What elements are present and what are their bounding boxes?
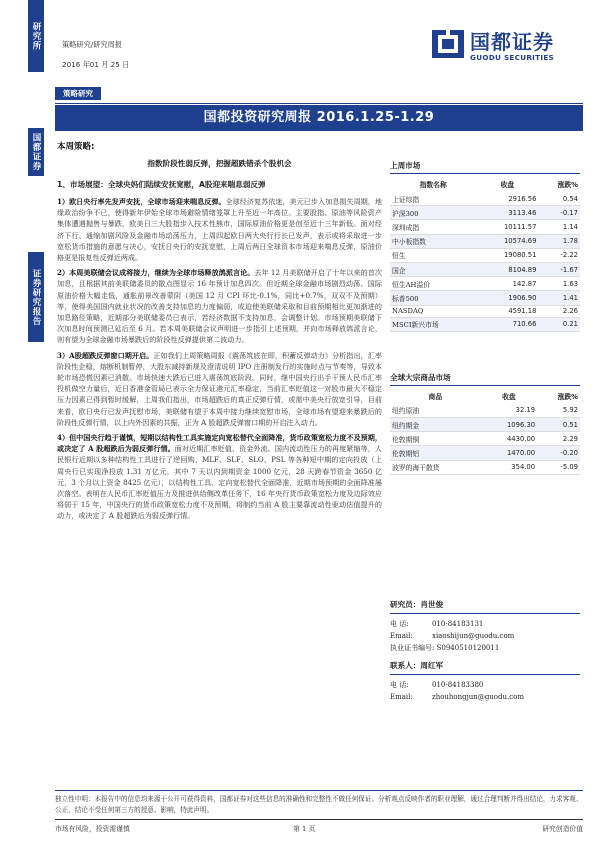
cell-change: -5.09 bbox=[537, 460, 580, 474]
table-header-row bbox=[390, 388, 580, 404]
paragraph-4: 4）但中国央行趋于谨慎，短期以结构性工具实施定向宽松替代全面降准，货币政策宽松力度不及预期，或决定了 A 股超跌后为弱反弹行情。面对近期汇率贬值、资金外流、国内流动性压力的再度紧缩等，人民银行近期以多种结构性工具进行了逆回购、MLF、SLF、SLO、PSL 等各种短中期的定向投放（上周央行已实现净投放 1.31 万亿元，其中 7 天以内到期资金 1000 亿元，28 天跨春节资金 3650 亿元，3 个月以上资金 8425 亿元），以结构性工具、定向宽松替代全面降准，近期市场预期的全面降准屡次落空。表明在人民币汇率贬值压力及推进供给侧改革任务下，16 年央行货币政策宽松力度及边际效应将弱于 15 年，中国央行的货币政策宽松力度不及预期，将制约当前 A 股主要靠流动性驱动估值提升的动力，或决定了 A 股超跌后为弱反弹行情。 bbox=[57, 433, 382, 521]
table-row bbox=[390, 248, 580, 262]
col-commodity-name: 商品 bbox=[428, 392, 443, 401]
cell-name: MSCI新兴市场 bbox=[390, 317, 476, 331]
analyst-2-phone-row: 电 话: 010-84183380 bbox=[390, 680, 484, 689]
analyst-2-email-row: Email: zhouhongjun@guodu.com bbox=[390, 692, 525, 701]
paragraph-1: 1）欧日央行率先发声安抚，全球市场迎来喘息反弹。全球经济复苏依迷，美元已步入加息损失周期，地缘政治纷争不已，使得新年伊始全球市场避险情绪笼罩上升至近一年高位。主要股指、原油等风险资产集体遭遇抛售与暴跌，欧美日三大股指步入技术性熊市，国际原油价格更是创至近十三年新低。面对经济下行、通缩加剧风险及金融市场动荡压力，上周四起欧日两大央行行长已发声，表示或将采取进一步宽松货币措施的意愿与决心，安抚日央行的安抚宽慰，上周后两日全球资本市场迎来喘息反弹，原油价格更是报复性反弹近两成。 bbox=[57, 197, 383, 263]
report-title: 国都投资研究周报 2016.1.25-1.29 bbox=[55, 105, 583, 131]
sidebar bbox=[0, 0, 52, 842]
table-row bbox=[390, 404, 580, 418]
col-close: 收盘 bbox=[500, 181, 515, 189]
analyst-1-email[interactable]: xiaoshijun@guodu.com bbox=[432, 631, 515, 640]
sidebar-right bbox=[390, 160, 580, 703]
logo-text-cn: 国都证券 bbox=[470, 30, 554, 54]
cell-name: 纽约期金 bbox=[390, 418, 481, 432]
analyst-contact bbox=[390, 599, 580, 703]
cell-name: 中小板指数 bbox=[390, 234, 476, 248]
cell-change: 1.41 bbox=[538, 291, 580, 305]
cell-name: NASDAQ bbox=[390, 305, 476, 317]
cell-change: 1.14 bbox=[538, 220, 580, 234]
logo-text-en: GUODU SECURITIES bbox=[470, 53, 555, 62]
main-content bbox=[57, 140, 382, 526]
cell-name: 国企 bbox=[390, 262, 476, 276]
paragraph-2: 2）本周美联储会议成将接力，继续为全球市场释放鸽派言论。去年 12 月美联储开启了十年以来的首次加息，且根据其前美联储委员的散点图显示 16 年预计加息四次。但近期全球金融市场剧烈动荡、国际原油价格大幅走低，通胀前景改善蒙阴（美国 12 月 CPI 环比-0.1%，同比+0.7%，双双不及预期）等，使得美国国内就业状况的改善支持加息的力度偏弱，或迫使美联储采取和目前预期相比更加渐进的加息路径策略，近期部分美联储委员已表示，若经济数据不支持加息，会调整计划。市场预期美联储下次加息时间预测已延后至 6 月。若本周美联储会议声明进一步指引上述预期，并向市场释放鸽派言论，则有望为全球金融市场暴跌后的阶段性反弹提供第二波动力。 bbox=[57, 268, 382, 345]
commodity-table bbox=[390, 388, 580, 475]
cell-change: 1.78 bbox=[538, 234, 580, 248]
table-row bbox=[390, 305, 580, 317]
cell-name: 沪深300 bbox=[390, 206, 476, 220]
commodity-table-heading: 全球大宗商品市场 bbox=[390, 372, 580, 386]
analyst-1-phone-row: 电 话: 010-84183131 bbox=[390, 619, 484, 628]
cell-change: 2.29 bbox=[537, 432, 580, 446]
table-row bbox=[390, 291, 580, 305]
footer-slogan: 研究创造价值 bbox=[542, 825, 583, 833]
cell-close: 4591.18 bbox=[476, 305, 538, 317]
section1-heading: 1、市场展望：全球央妈们陆续安抚宽慰，A股迎来喘息弱反弹 bbox=[57, 180, 266, 189]
cell-close: 2916.56 bbox=[476, 192, 538, 206]
paragraph-3: 3）A股超跌反弹窗口期开启。正如我们上周策略周报《震荡筑底在即，积蓄反弹动力》分析指出，汇率阶段性企稳，熔断机制暂停，大股东减持新规及澄清说明 IPO 注册制发行的实施时点与节奏等，导致本轮市场恐慌因素已消散。市场快速大跌后已进入震荡筑底阶段。同时，继中国央行出手干预人民币汇率投机做空力量后，近日香港金管局已表示全力保证港元汇率稳定，当前汇率贬值这一对股市最大不稳定压力因素已得到暂时缓解，上周我们指出，市场超跌后的真正反弹行情，或需中美央行放宽引导，目前来看，欧日央行已发声抚慰市场，美联储有望于本周中接力继续宽慰市场，全球市场有望迎来暴跌后的阶段性反弹行情，以上内外因素的共振，正为 A 股超跌反弹窗口期的开启注入动力。 bbox=[57, 350, 382, 427]
analyst-1-cert-row: 执业证书编号: S0940510120011 bbox=[390, 643, 500, 652]
cell-close: 19080.51 bbox=[476, 248, 538, 262]
cell-close: 3113.46 bbox=[476, 206, 538, 220]
cell-name: 恒生 bbox=[390, 248, 476, 262]
table-row bbox=[390, 220, 580, 234]
table-row bbox=[390, 192, 580, 206]
analyst-1-name: 研究员：肖世俊 bbox=[390, 599, 580, 614]
cell-close: 710.66 bbox=[476, 317, 538, 331]
cell-name: 上证综指 bbox=[390, 192, 476, 206]
cell-close: 8104.89 bbox=[476, 262, 538, 276]
footer-risk-note: 市场有风险，投资需谨慎 bbox=[55, 825, 130, 833]
category-divider bbox=[55, 103, 583, 104]
cell-name: 伦敦期铜 bbox=[390, 432, 481, 446]
report-date: 2016 年01 月 25 日 bbox=[62, 60, 130, 69]
table-row bbox=[390, 460, 580, 474]
disclaimer: 独立性申明：本报告中的信息均来源于公开可获得资料，国都证券对这些信息的准确性和完整性不做任何保证。分析观点反映作者的职业理解，通过合理判断并得出结论，力求客观、公正，结论不受任何第三方的授意、影响，特此声明。 bbox=[55, 790, 583, 820]
page-number: 第 1 页 bbox=[293, 825, 316, 833]
strategy-subtitle: 指数阶段性弱反弹，把握超跌错杀个股机会 bbox=[147, 159, 292, 168]
cell-close: 1096.30 bbox=[481, 418, 537, 432]
cell-change: -1.67 bbox=[538, 262, 580, 276]
market-table bbox=[390, 176, 580, 332]
cell-close: 1470.00 bbox=[481, 446, 537, 460]
table-row bbox=[390, 262, 580, 276]
table-row bbox=[390, 446, 580, 460]
company-logo bbox=[430, 22, 580, 74]
cell-change: 0.54 bbox=[538, 192, 580, 206]
cell-change: 1.63 bbox=[538, 277, 580, 291]
cell-close: 4430.00 bbox=[481, 432, 537, 446]
col-change: 涨跌% bbox=[557, 392, 578, 401]
cell-name: 标普500 bbox=[390, 291, 476, 305]
weekly-strategy-heading: 本周策略: bbox=[57, 142, 95, 152]
col-change: 涨跌% bbox=[557, 181, 578, 189]
cell-name: 深圳成指 bbox=[390, 220, 476, 234]
col-close: 收盘 bbox=[502, 392, 516, 401]
col-index-name: 指数名称 bbox=[419, 181, 447, 189]
sidebar-tab-research-institute: 研究所 bbox=[28, 0, 44, 72]
table-row bbox=[390, 317, 580, 331]
table-row bbox=[390, 277, 580, 291]
market-table-heading: 上周市场 bbox=[390, 160, 580, 174]
sidebar-tab-guodu: 国都证券 bbox=[28, 128, 44, 176]
cell-name: 伦敦期铝 bbox=[390, 446, 481, 460]
cell-name: 波罗的海干散货 bbox=[390, 460, 481, 474]
cell-name: 纽约原油 bbox=[390, 404, 481, 418]
logo-mark-icon bbox=[430, 26, 466, 62]
table-header-row bbox=[390, 176, 580, 192]
cell-name: 恒生AH溢价 bbox=[390, 277, 476, 291]
cell-close: 10574.69 bbox=[476, 234, 538, 248]
analyst-2-name: 联系人：周红军 bbox=[390, 660, 580, 675]
report-type: 策略研究/研究周报 bbox=[62, 40, 122, 49]
page-footer bbox=[55, 819, 583, 833]
category-label: 策略研究 bbox=[55, 87, 101, 100]
sidebar-tab-securities-report: 证券研究报告 bbox=[28, 252, 44, 342]
cell-change: 5.92 bbox=[537, 404, 580, 418]
cell-change: 0.21 bbox=[538, 317, 580, 331]
cell-close: 10111.57 bbox=[476, 220, 538, 234]
cell-change: -0.20 bbox=[537, 446, 580, 460]
cell-change: 0.51 bbox=[537, 418, 580, 432]
analyst-1-email-row: Email: xiaoshijun@guodu.com bbox=[390, 631, 515, 640]
cell-close: 354.00 bbox=[481, 460, 537, 474]
cell-change: -2.22 bbox=[538, 248, 580, 262]
table-row bbox=[390, 234, 580, 248]
cell-close: 142.87 bbox=[476, 277, 538, 291]
table-row bbox=[390, 418, 580, 432]
table-row bbox=[390, 432, 580, 446]
analyst-2-email[interactable]: zhouhongjun@guodu.com bbox=[432, 692, 525, 701]
cell-close: 32.19 bbox=[481, 404, 537, 418]
cell-change: 2.26 bbox=[538, 305, 580, 317]
table-row bbox=[390, 206, 580, 220]
cell-change: -0.17 bbox=[538, 206, 580, 220]
cell-close: 1906.90 bbox=[476, 291, 538, 305]
